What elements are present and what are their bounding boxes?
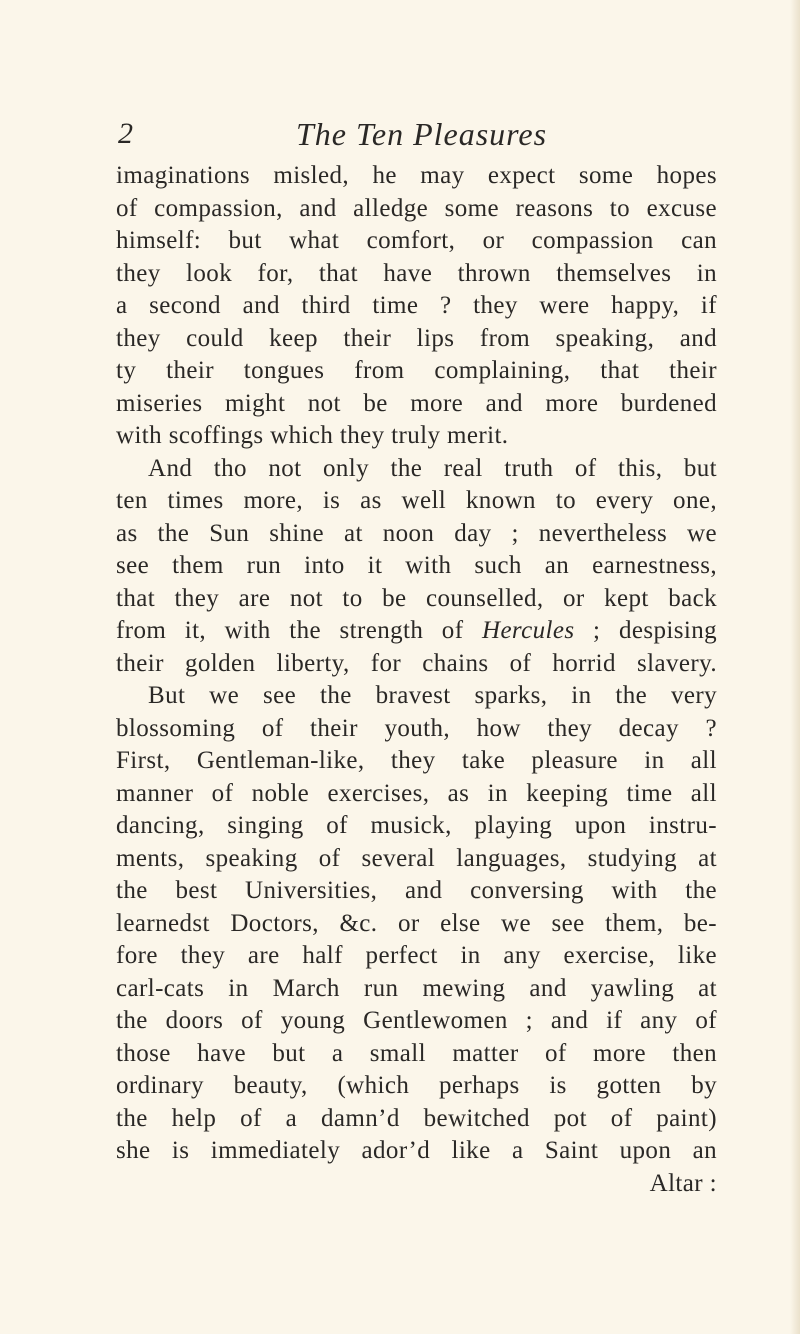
text-line: those have but a small matter of more then (116, 1039, 717, 1067)
text-line: as the Sun shine at noon day ; nevertheless we (116, 519, 717, 547)
text-line: see them run into it with such an earnestness, (116, 552, 717, 579)
text-line: And tho not only the real truth of this, but (148, 454, 717, 482)
text-run: from it, with the strength of (116, 617, 482, 644)
text-line: ordinary beauty, (which perhaps is gotten by (116, 1072, 717, 1099)
text-line: learnedst Doctors, &c. or else we see them, be- (116, 909, 717, 937)
text-line: fore they are half perfect in any exercise, like (116, 942, 717, 969)
text-line: ty their tongues from complaining, that their (116, 357, 717, 384)
italic-name: Hercules (481, 617, 575, 644)
text-line: the best Universities, and conversing with the (116, 877, 717, 904)
text-line: that they are not to be counselled, or kept back (116, 584, 717, 612)
running-head (0, 114, 800, 154)
text-line: the help of a damn’d bewitched pot of paint) (116, 1104, 717, 1132)
text-line: a second and third time ? they were happy, if (116, 292, 717, 319)
text-line: of compassion, and alledge some reasons to excuse (116, 194, 717, 222)
text-line: dancing, singing of musick, playing upon instru- (116, 812, 717, 839)
catchword: Altar : (649, 1169, 717, 1197)
text-line: himself: but what comfort, or compassion can (116, 227, 717, 254)
text-line: she is immediately ador’d like a Saint upon an (116, 1137, 717, 1164)
text-line: blossoming of their youth, how they decay ? (116, 714, 717, 742)
text-line: they look for, that have thrown themselves in (116, 259, 717, 287)
page-edge-shadow (790, 0, 800, 1334)
text-run: ; despising (574, 617, 718, 644)
text-line: First, Gentleman-like, they take pleasure in all (116, 747, 717, 774)
text-line: miseries might not be more and more burdened (116, 389, 717, 417)
text-line: their golden liberty, for chains of horrid slavery. (116, 649, 717, 677)
text-line: imaginations misled, he may expect some hopes (116, 162, 717, 189)
text-line: manner of noble exercises, as in keeping time all (116, 779, 717, 807)
body-text (116, 160, 717, 1200)
page-number: 2 (118, 117, 133, 150)
text-line: But we see the bravest sparks, in the very (148, 682, 717, 709)
text-line: ments, speaking of several languages, studying at (116, 844, 717, 872)
text-line: with scoffings which they truly merit. (116, 422, 509, 449)
text-line (116, 615, 717, 648)
text-line: ten times more, is as well known to every one, (116, 487, 717, 514)
text-line: carl-cats in March run mewing and yawling at (116, 974, 717, 1002)
text-line: the doors of young Gentlewomen ; and if any of (116, 1007, 717, 1034)
text-line: they could keep their lips from speaking, and (116, 324, 717, 352)
running-title: The Ten Pleasures (296, 116, 548, 152)
